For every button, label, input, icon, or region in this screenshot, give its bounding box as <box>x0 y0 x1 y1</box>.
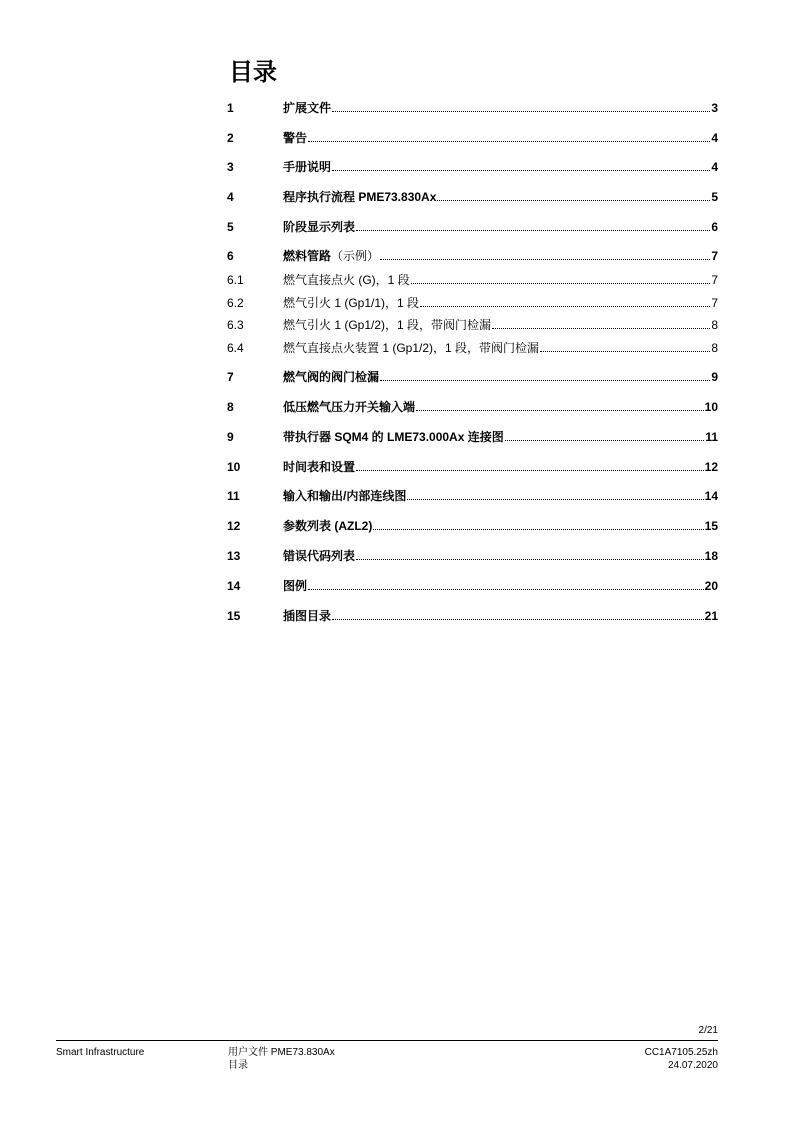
toc-entry-title: 程序执行流程 PME73.830Ax <box>283 190 437 204</box>
toc-leader-dots <box>373 528 703 530</box>
toc-entry-line <box>283 101 718 115</box>
toc-leader-dots <box>540 350 710 352</box>
toc-entry[interactable] <box>227 100 718 116</box>
toc-entry-line <box>283 160 718 174</box>
toc-entry-title: 低压燃气压力开关输入端 <box>283 400 416 414</box>
toc-entry-title: 错误代码列表 <box>283 549 356 563</box>
toc-entry[interactable] <box>227 518 718 534</box>
toc-entry-title: 插图目录 <box>283 609 332 623</box>
toc-entry-page: 8 <box>711 318 718 332</box>
toc-entry-page: 7 <box>711 273 718 287</box>
toc-entry-title: 燃气引火 1 (Gp1/1)，1 段 <box>283 296 420 310</box>
toc-entry-page: 20 <box>704 579 718 593</box>
toc-entry-title: 时间表和设置 <box>283 460 356 474</box>
toc-entry-line <box>283 579 718 593</box>
toc-entry-number: 6.3 <box>227 318 244 332</box>
toc-entry[interactable] <box>227 340 718 356</box>
toc-entry-page: 4 <box>711 160 718 174</box>
toc-leader-dots <box>407 498 703 500</box>
toc-leader-dots <box>308 140 710 142</box>
toc-entry-line <box>283 296 718 310</box>
toc-entry[interactable] <box>227 399 718 415</box>
toc-entry-number: 8 <box>227 400 234 414</box>
toc-entry[interactable] <box>227 548 718 564</box>
toc-entry-page: 5 <box>711 190 718 204</box>
toc-entry-line <box>283 220 718 234</box>
toc-entry-line <box>283 549 718 563</box>
toc-entry[interactable] <box>227 608 718 624</box>
toc-entry[interactable] <box>227 130 718 146</box>
toc-entry-page: 10 <box>704 400 718 414</box>
toc-entry-page: 4 <box>711 131 718 145</box>
toc-entry-number: 1 <box>227 101 234 115</box>
toc-entry-title: 带执行器 SQM4 的 LME73.000Ax 连接图 <box>283 430 504 444</box>
toc-entry-page: 7 <box>711 249 718 263</box>
toc-entry-page: 21 <box>704 609 718 623</box>
toc-entry-title: 燃料管路 <box>283 249 332 263</box>
toc-entry-number: 5 <box>227 220 234 234</box>
toc-leader-dots <box>416 409 704 411</box>
page-number: 2/21 <box>698 1025 718 1036</box>
toc-entry-line <box>283 430 718 444</box>
toc-leader-dots <box>411 282 711 284</box>
toc-entry[interactable] <box>227 219 718 235</box>
toc-entry-line <box>283 370 718 384</box>
toc-entry-number: 4 <box>227 190 234 204</box>
toc-entry-title: 燃气引火 1 (Gp1/2)，1 段，带阀门检漏 <box>283 318 492 332</box>
page-title: 目录 <box>229 58 277 86</box>
toc-entry-title: 参数列表 (AZL2) <box>283 519 373 533</box>
toc-entry[interactable] <box>227 369 718 385</box>
toc-entry-number: 15 <box>227 609 241 623</box>
toc-leader-dots <box>332 169 710 171</box>
toc-leader-dots <box>420 305 710 307</box>
toc-entry-line <box>283 341 718 355</box>
toc-entry-number: 14 <box>227 579 241 593</box>
toc-entry-number: 6.1 <box>227 273 244 287</box>
toc-entry-page: 18 <box>704 549 718 563</box>
footer-section: 目录 <box>228 1060 248 1071</box>
toc-entry-title: 手册说明 <box>283 160 332 174</box>
toc-entry-number: 12 <box>227 519 241 533</box>
toc-entry[interactable] <box>227 317 718 333</box>
toc-leader-dots <box>492 327 710 329</box>
toc-entry-title: 输入和输出/内部连线图 <box>283 489 407 503</box>
toc-entry-number: 11 <box>227 489 240 503</box>
toc-entry-page: 9 <box>711 370 718 384</box>
toc-leader-dots <box>356 469 704 471</box>
toc-entry-number: 10 <box>227 460 241 474</box>
toc-entry-line <box>283 400 718 414</box>
footer-divider <box>56 1040 718 1041</box>
toc-entry-line <box>283 460 718 474</box>
toc-entry-line <box>283 273 718 287</box>
toc-entry-line <box>283 489 718 503</box>
toc-entry-number: 6 <box>227 249 234 263</box>
toc-entry[interactable] <box>227 459 718 475</box>
toc-entry-title: 燃气阀的阀门检漏 <box>283 370 380 384</box>
toc-entry-number: 7 <box>227 370 234 384</box>
toc-entry-line <box>283 249 718 263</box>
toc-entry-line <box>283 318 718 332</box>
toc-entry-page: 12 <box>704 460 718 474</box>
toc-entry-page: 7 <box>711 296 718 310</box>
toc-entry-line <box>283 131 718 145</box>
toc-entry-title: 警告 <box>283 131 308 145</box>
toc-entry-note: （示例） <box>331 249 380 263</box>
toc-leader-dots <box>505 439 705 441</box>
toc-entry[interactable] <box>227 248 718 264</box>
toc-leader-dots <box>380 258 710 260</box>
toc-entry[interactable] <box>227 429 718 445</box>
toc-entry-line <box>283 519 718 533</box>
toc-entry-number: 13 <box>227 549 241 563</box>
toc-entry[interactable] <box>227 159 718 175</box>
toc-entry-number: 2 <box>227 131 234 145</box>
toc-entry-title: 扩展文件 <box>283 101 332 115</box>
toc-entry-number: 6.4 <box>227 341 244 355</box>
toc-leader-dots <box>356 558 704 560</box>
toc-leader-dots <box>308 588 704 590</box>
footer-company: Smart Infrastructure <box>56 1047 145 1058</box>
toc-leader-dots <box>356 229 710 231</box>
toc-leader-dots <box>437 199 710 201</box>
toc-entry-page: 14 <box>704 489 718 503</box>
toc-entry-line <box>283 190 718 204</box>
toc-leader-dots <box>332 618 704 620</box>
toc-entry[interactable] <box>227 488 718 504</box>
toc-entry-title: 燃气直接点火 (G)，1 段 <box>283 273 410 287</box>
toc-entry-number: 9 <box>227 430 234 444</box>
toc-entry-line <box>283 609 718 623</box>
toc-entry-page: 8 <box>711 341 718 355</box>
toc-entry[interactable] <box>227 189 718 205</box>
toc-entry-page: 3 <box>711 101 718 115</box>
toc-leader-dots <box>332 110 710 112</box>
toc-entry-number: 6.2 <box>227 296 244 310</box>
toc-entry-number: 3 <box>227 160 234 174</box>
toc-entry[interactable] <box>227 295 718 311</box>
toc-leader-dots <box>380 379 710 381</box>
footer-date: 24.07.2020 <box>667 1060 718 1071</box>
footer-document-title: 用户文件 PME73.830Ax <box>228 1047 335 1058</box>
toc-entry[interactable] <box>227 272 718 288</box>
toc-entry-page: 6 <box>711 220 718 234</box>
toc-entry[interactable] <box>227 578 718 594</box>
toc-entry-title: 阶段显示列表 <box>283 220 356 234</box>
toc-entry-title: 图例 <box>283 579 308 593</box>
toc-entry-title: 燃气直接点火装置 1 (Gp1/2)，1 段，带阀门检漏 <box>283 341 540 355</box>
toc-entry-page: 11 <box>705 430 718 444</box>
footer-document-code: CC1A7105.25zh <box>644 1047 718 1058</box>
toc-entry-page: 15 <box>704 519 718 533</box>
